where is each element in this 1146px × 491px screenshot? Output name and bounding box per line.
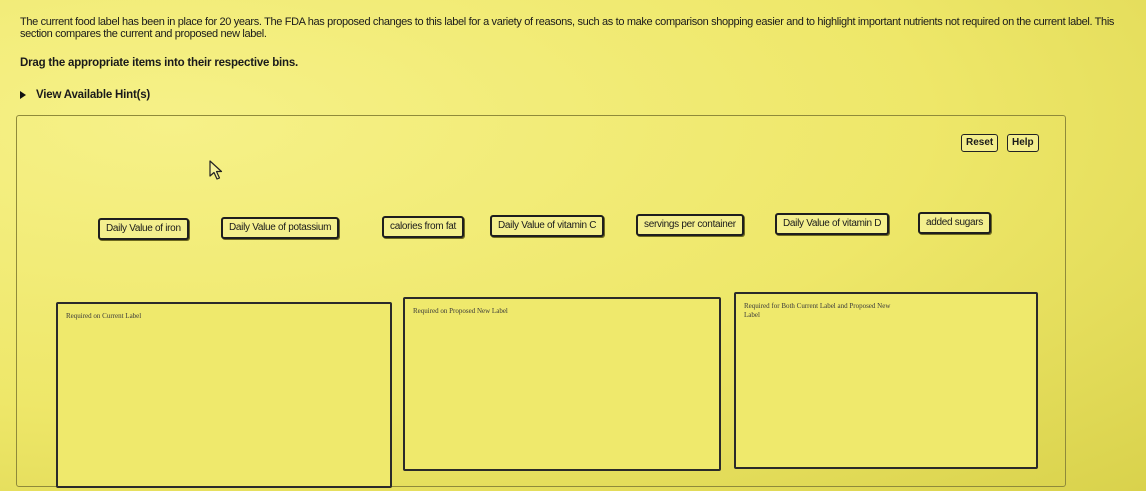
- drag-item-daily-value-vitamin-c[interactable]: Daily Value of vitamin C: [490, 215, 604, 237]
- view-hints-label: View Available Hint(s): [36, 89, 151, 101]
- intro-text: The current food label has been in place for 20 years. The FDA has proposed changes to this label for a variety of reasons, such as to make comparison shopping easier and to highlight important nutrients not required on the current label. This section compares the current and proposed new label.: [20, 16, 1115, 40]
- mouse-pointer-icon: [209, 160, 223, 180]
- bin-label: Required on Current Label: [66, 312, 142, 320]
- drag-item-daily-value-potassium[interactable]: Daily Value of potassium: [221, 217, 339, 239]
- drag-item-servings-per-container[interactable]: servings per container: [636, 214, 744, 236]
- instruction-text: Drag the appropriate items into their respective bins.: [20, 57, 299, 69]
- drag-item-added-sugars[interactable]: added sugars: [918, 212, 991, 234]
- triangle-right-icon: [20, 91, 26, 99]
- bin-label: Required on Proposed New Label: [413, 307, 508, 315]
- bin-label: Required for Both Current Label and Proposed New Label: [744, 302, 891, 319]
- drag-item-daily-value-vitamin-d[interactable]: Daily Value of vitamin D: [775, 213, 889, 235]
- drag-item-daily-value-iron[interactable]: Daily Value of iron: [98, 218, 189, 240]
- reset-button[interactable]: Reset: [961, 134, 998, 152]
- bin-current-label[interactable]: [56, 302, 392, 488]
- drag-item-calories-from-fat[interactable]: calories from fat: [382, 216, 464, 238]
- help-button[interactable]: Help: [1007, 134, 1039, 152]
- bin-both-labels[interactable]: [734, 292, 1038, 469]
- view-hints-toggle[interactable]: [20, 89, 150, 101]
- bin-proposed-label[interactable]: [403, 297, 721, 471]
